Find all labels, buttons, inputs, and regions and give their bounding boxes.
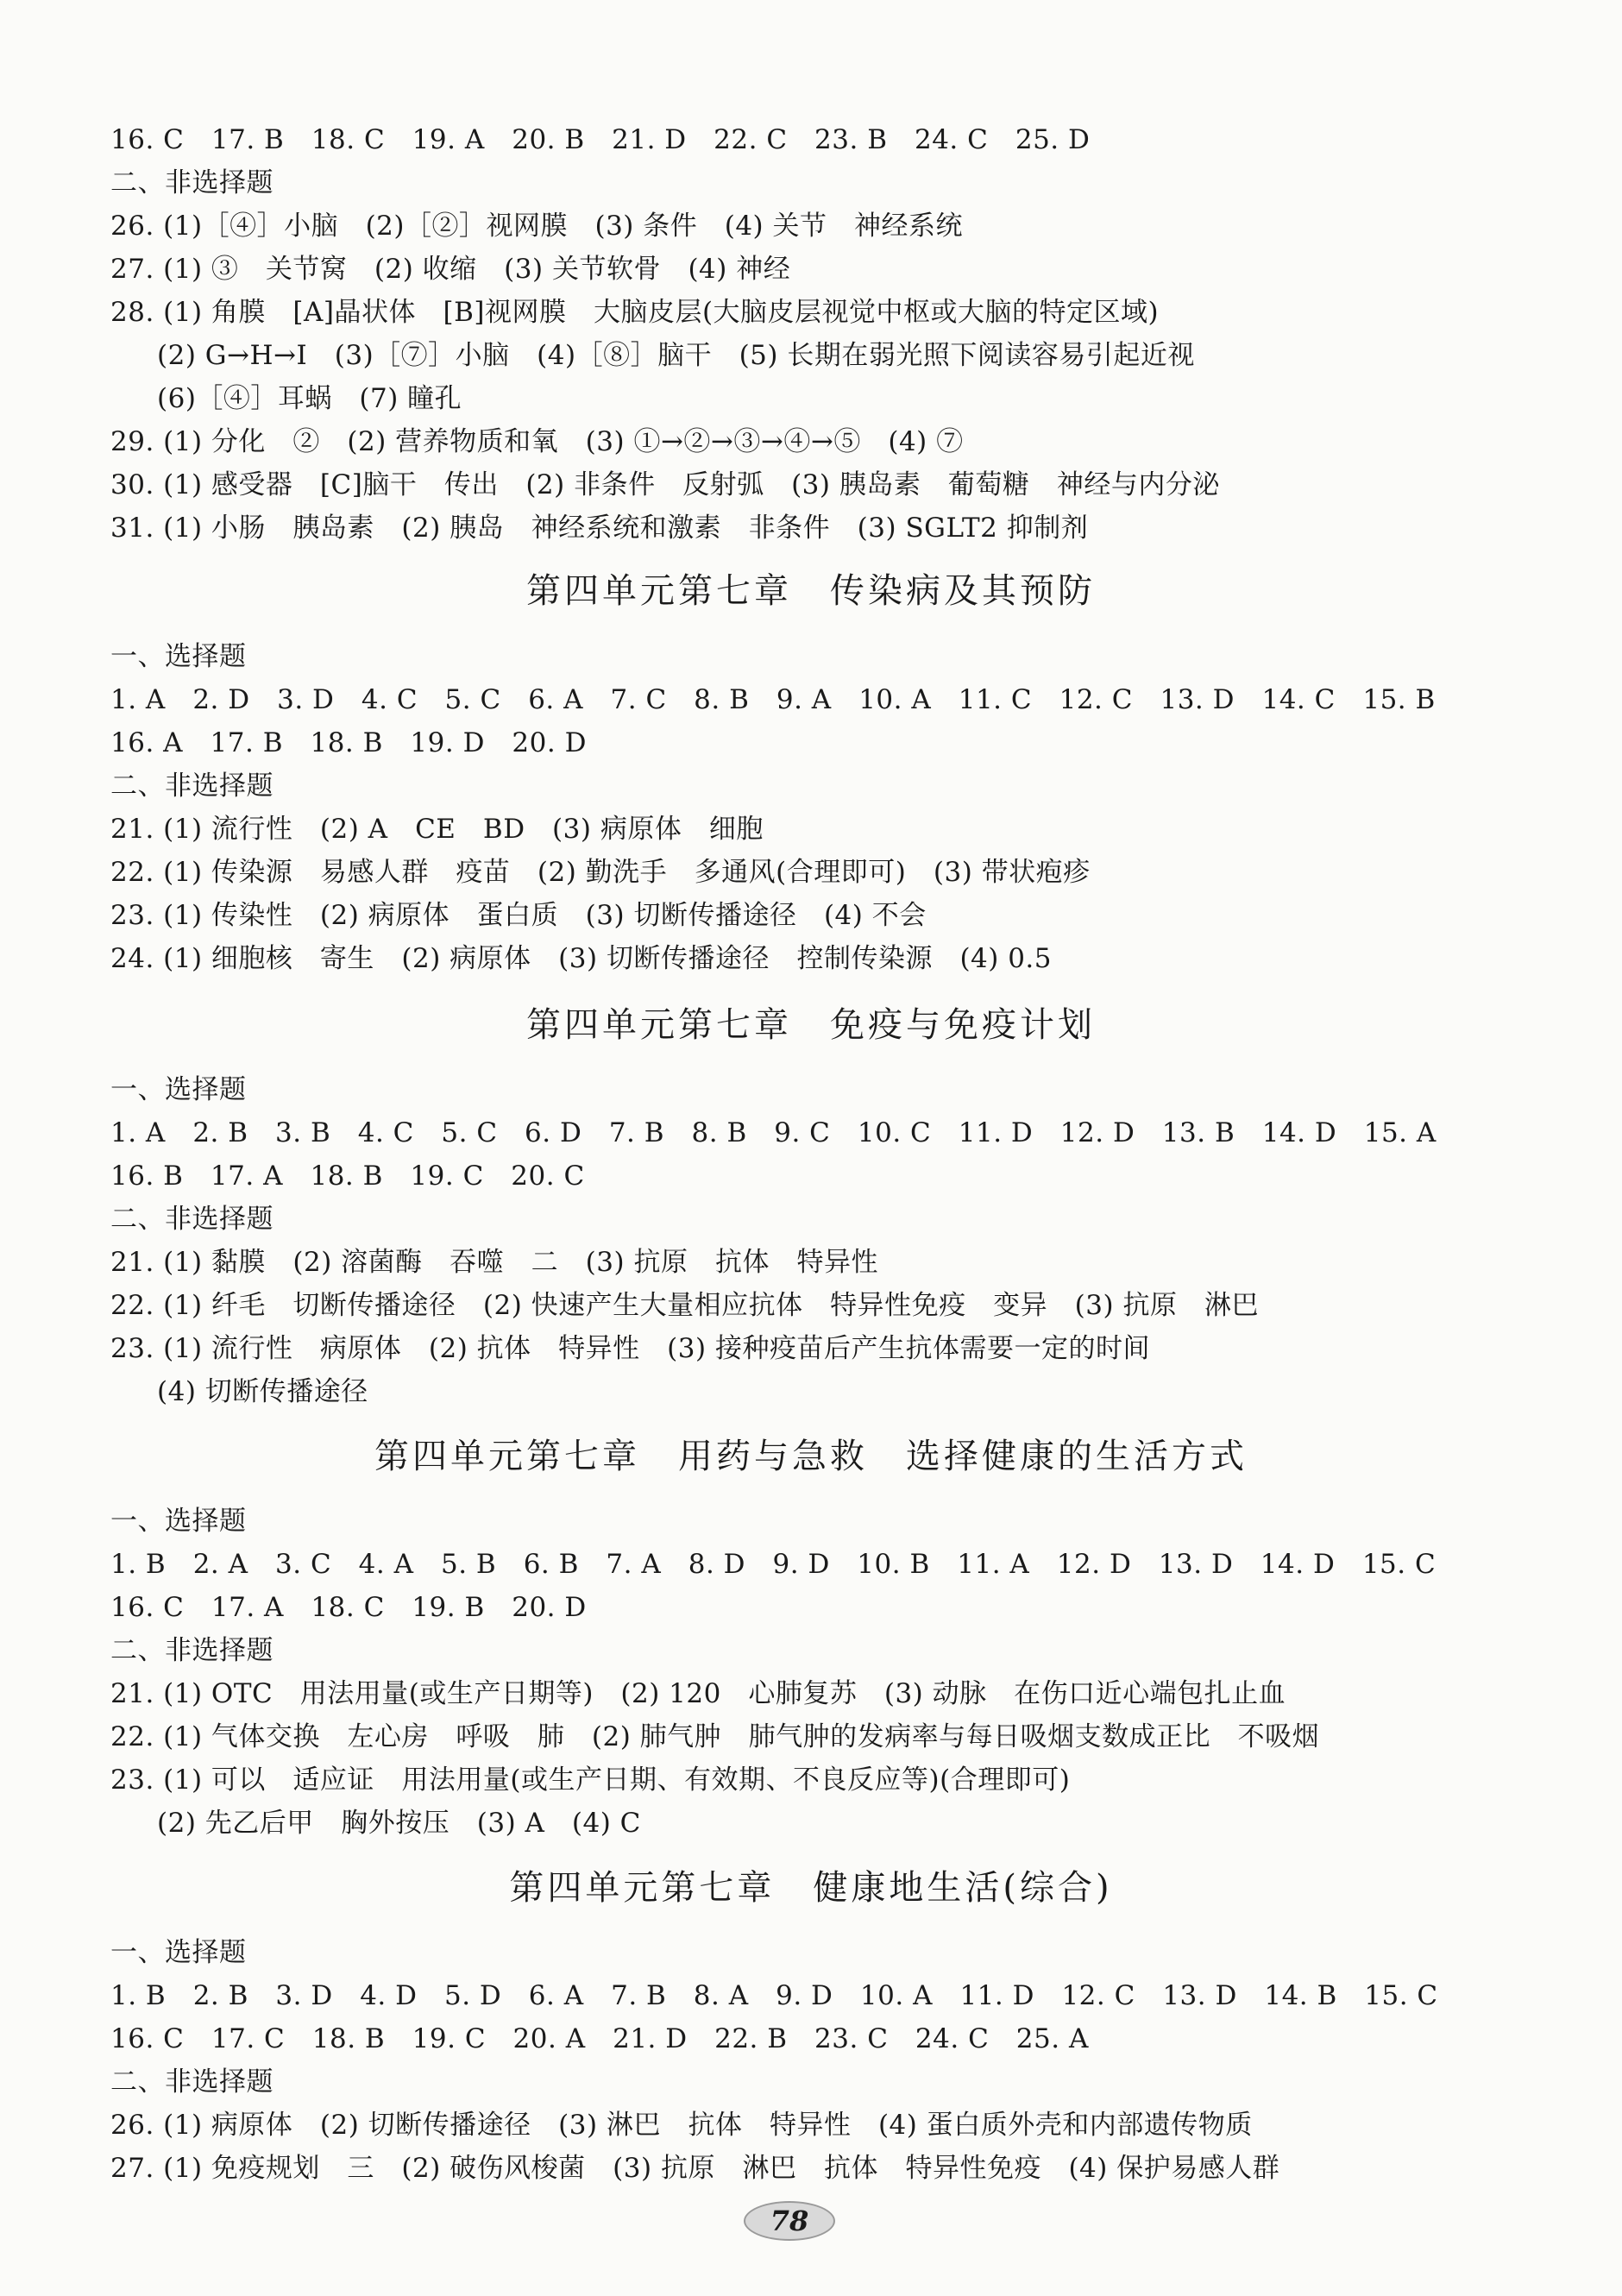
chapter-heading: 第四单元第七章 免疫与免疫计划 [526,1005,1096,1045]
text-line: (6)［④］耳蜗 (7) 瞳孔 [157,383,462,414]
text-line: (2) 先乙后甲 胸外按压 (3) A (4) C [157,1808,641,1839]
section-label: 一、选择题 [110,641,247,672]
text-line: 16. A 17. B 18. B 19. D 20. D [110,727,587,758]
section-label: 二、非选择题 [110,1635,273,1666]
text-line: 26. (1) 病原体 (2) 切断传播途径 (3) 淋巴 抗体 特异性 (4) 蛋白质外壳和内部遗传物质 [110,2110,1253,2141]
text-line: 1. A 2. B 3. B 4. C 5. C 6. D 7. B 8. B 9. C 10. C 11. D 12. D 13. B 14. D 15. A [110,1117,1437,1148]
text-line: 16. C 17. A 18. C 19. B 20. D [110,1592,587,1623]
text-line: 1. B 2. A 3. C 4. A 5. B 6. B 7. A 8. D 9. D 10. B 11. A 12. D 13. D 14. D 15. C [110,1549,1437,1580]
section-label: 一、选择题 [110,1506,247,1537]
text-line: 22. (1) 气体交换 左心房 呼吸 肺 (2) 肺气肿 肺气肿的发病率与每日吸烟支数成正比 不吸烟 [110,1721,1320,1752]
chapter-heading: 第四单元第七章 用药与急救 选择健康的生活方式 [374,1437,1248,1476]
section-label: 二、非选择题 [110,2066,273,2098]
text-line: (2) G→H→I (3)［⑦］小脑 (4)［⑧］脑干 (5) 长期在弱光照下阅读容易引起近视 [157,340,1195,371]
section-label: 一、选择题 [110,1074,247,1105]
section-label: 二、非选择题 [110,167,273,198]
text-line: 26. (1)［④］小脑 (2)［②］视网膜 (3) 条件 (4) 关节 神经系统 [110,211,964,242]
text-line: (4) 切断传播途径 [157,1376,368,1407]
text-line: 28. (1) 角膜 [A]晶状体 [B]视网膜 大脑皮层(大脑皮层视觉中枢或大脑的特定区域) [110,297,1160,328]
text-line: 21. (1) 流行性 (2) A CE BD (3) 病原体 细胞 [110,814,764,845]
text-line: 21. (1) 黏膜 (2) 溶菌酶 吞噬 二 (3) 抗原 抗体 特异性 [110,1247,878,1278]
text-line: 29. (1) 分化 ② (2) 营养物质和氧 (3) ①→②→③→④→⑤ (4) ⑦ [110,426,964,457]
page-number: 78 [744,2201,835,2241]
text-line: 31. (1) 小肠 胰岛素 (2) 胰岛 神经系统和激素 非条件 (3) SGLT2 抑制剂 [110,513,1089,544]
text-line: 21. (1) OTC 用法用量(或生产日期等) (2) 120 心肺复苏 (3) 动脉 在伤口近心端包扎止血 [110,1678,1286,1709]
section-label: 二、非选择题 [110,1204,273,1235]
text-line: 1. A 2. D 3. D 4. C 5. C 6. A 7. C 8. B 9. A 10. A 11. C 12. C 13. D 14. C 15. B [110,684,1436,715]
text-line: 1. B 2. B 3. D 4. D 5. D 6. A 7. B 8. A 9. D 10. A 11. D 12. C 13. D 14. B 15. C [110,1980,1438,2011]
section-label: 二、非选择题 [110,771,273,802]
text-line: 22. (1) 纤毛 切断传播途径 (2) 快速产生大量相应抗体 特异性免疫 变异 (3) 抗原 淋巴 [110,1290,1259,1321]
text-line: 22. (1) 传染源 易感人群 疫苗 (2) 勤洗手 多通风(合理即可) (3) 带状疱疹 [110,857,1091,888]
text-line: 27. (1) ③ 关节窝 (2) 收缩 (3) 关节软骨 (4) 神经 [110,254,791,285]
text-line: 16. C 17. B 18. C 19. A 20. B 21. D 22. C 23. B 24. C 25. D [110,124,1091,155]
chapter-heading: 第四单元第七章 传染病及其预防 [526,571,1096,611]
text-line: 23. (1) 传染性 (2) 病原体 蛋白质 (3) 切断传播途径 (4) 不会 [110,900,927,931]
text-line: 16. B 17. A 18. B 19. C 20. C [110,1161,585,1192]
text-line: 24. (1) 细胞核 寄生 (2) 病原体 (3) 切断传播途径 控制传染源 (4) 0.5 [110,943,1053,974]
chapter-heading: 第四单元第七章 健康地生活(综合) [509,1868,1113,1908]
text-line: 27. (1) 免疫规划 三 (2) 破伤风梭菌 (3) 抗原 淋巴 抗体 特异性免疫 (4) 保护易感人群 [110,2153,1280,2184]
text-line: 23. (1) 流行性 病原体 (2) 抗体 特异性 (3) 接种疫苗后产生抗体需要一定的时间 [110,1333,1150,1364]
text-line: 23. (1) 可以 适应证 用法用量(或生产日期、有效期、不良反应等)(合理即可) [110,1764,1071,1796]
text-line: 16. C 17. C 18. B 19. C 20. A 21. D 22. B 23. C 24. C 25. A [110,2023,1089,2054]
text-line: 30. (1) 感受器 [C]脑干 传出 (2) 非条件 反射弧 (3) 胰岛素 葡萄糖 神经与内分泌 [110,469,1220,500]
section-label: 一、选择题 [110,1937,247,1968]
